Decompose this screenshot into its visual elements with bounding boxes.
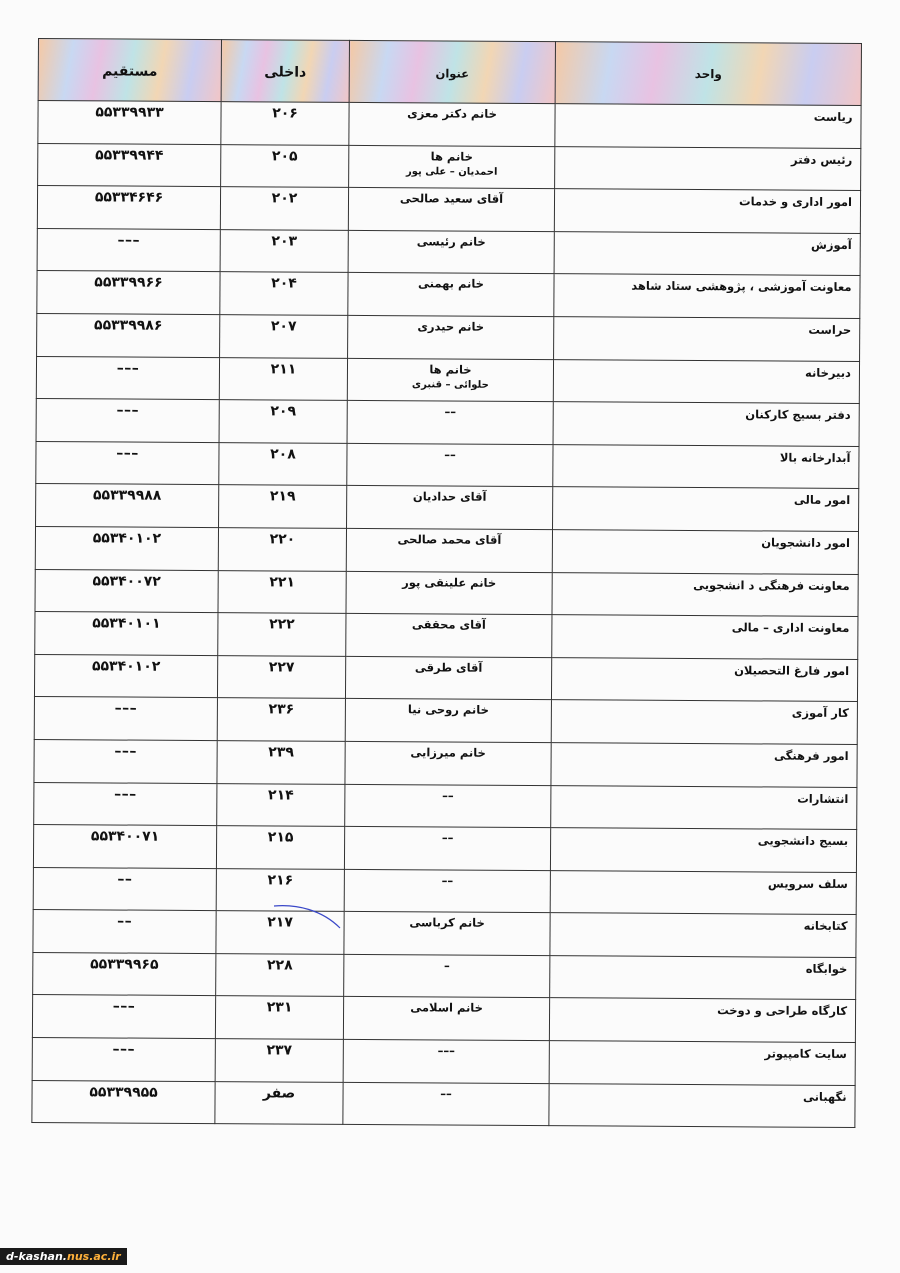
- header-direct: مستقیم: [38, 39, 221, 102]
- title-name: ––: [442, 787, 454, 803]
- title-cell: [346, 614, 552, 658]
- watermark-prefix: d-kashan.: [6, 1250, 67, 1263]
- internal-extension-cell: ۲۱۶: [216, 868, 344, 911]
- title-cell: [348, 230, 554, 274]
- direct-number-cell: ––: [33, 910, 216, 954]
- title-cell: [346, 571, 552, 615]
- title-name: آقای حدادیان: [412, 489, 487, 505]
- unit-name-cell: کتابخانه: [550, 913, 856, 957]
- direct-number-cell: –––: [32, 995, 215, 1039]
- unit-name-cell: سلف سرویس: [550, 870, 856, 914]
- title-name: آقای محمد صالحی: [397, 532, 502, 547]
- table-row: [34, 739, 857, 787]
- table-row: [37, 186, 860, 234]
- title-cell: [347, 401, 553, 445]
- header-internal: داخلی: [221, 40, 349, 103]
- direct-number-cell: ۵۵۳۴۰۱۰۲: [35, 526, 218, 570]
- table-row: [34, 697, 857, 745]
- unit-name-cell: دبیرخانه: [553, 359, 859, 403]
- unit-name-cell: امور مالی: [553, 487, 859, 531]
- table-row: [36, 441, 859, 489]
- table-row: [38, 101, 861, 149]
- table-row: [33, 825, 856, 873]
- title-cell: [345, 699, 551, 743]
- title-cell: [344, 954, 550, 998]
- internal-extension-cell: ۲۳۷: [215, 1039, 343, 1082]
- direct-number-cell: ۵۵۳۳۹۹۸۶: [37, 313, 220, 357]
- internal-extension-cell: ۲۳۶: [217, 698, 345, 741]
- title-cell: [345, 656, 551, 700]
- title-name: ––: [441, 830, 454, 845]
- site-watermark: [0, 1248, 127, 1265]
- internal-extension-cell: ۲۲۲: [218, 613, 346, 656]
- unit-name-cell: دفتر بسیج کارکنان: [553, 402, 859, 446]
- title-cell: [344, 826, 550, 870]
- internal-extension-cell: ۲۳۱: [215, 996, 343, 1039]
- title-cell: [345, 741, 551, 785]
- title-name: ––: [444, 447, 456, 462]
- internal-extension-cell: ۲۰۲: [220, 187, 348, 230]
- phone-directory-sheet: [31, 38, 870, 1143]
- internal-extension-cell: ۲۳۹: [217, 741, 345, 784]
- table-row: [33, 910, 856, 958]
- table-row: [32, 995, 855, 1043]
- title-cell: [343, 997, 549, 1041]
- title-name: ––: [440, 1086, 452, 1101]
- unit-name-cell: حراست: [554, 317, 860, 361]
- unit-name-cell: کارگاه طراحی و دوخت: [549, 998, 855, 1042]
- title-name: ––: [444, 404, 457, 419]
- unit-name-cell: خوابگاه: [550, 956, 856, 1000]
- title-cell: [347, 486, 553, 530]
- title-name: خانم دکتر معزی: [407, 106, 497, 121]
- header-title: عنوان: [349, 40, 555, 103]
- title-subnames: حلوائی – قنبری: [411, 378, 489, 391]
- unit-name-cell: ریاست: [555, 104, 861, 148]
- title-name: خانم میرزایی: [410, 745, 486, 760]
- title-cell: [344, 869, 550, 913]
- table-row: [35, 612, 858, 660]
- title-name: خانم اسلامی: [410, 1000, 483, 1016]
- direct-number-cell: –––: [32, 1038, 215, 1082]
- unit-name-cell: امور اداری و خدمات: [554, 189, 860, 233]
- direct-number-cell: ––: [33, 867, 216, 911]
- unit-name-cell: معاونت اداری – مالی: [552, 615, 858, 659]
- title-cell: [343, 1082, 549, 1126]
- unit-name-cell: امور فارغ التحصیلان: [551, 657, 857, 701]
- title-subnames: احمدیان – علی پور: [405, 165, 498, 178]
- direct-number-cell: –––: [36, 356, 219, 400]
- internal-extension-cell: ۲۱۴: [217, 783, 345, 826]
- internal-extension-cell: ۲۱۱: [219, 357, 347, 400]
- direct-number-cell: ۵۵۳۳۹۹۶۶: [37, 271, 220, 315]
- title-cell: [349, 145, 555, 189]
- title-cell: [345, 784, 551, 828]
- unit-name-cell: امور فرهنگی: [551, 743, 857, 787]
- title-name: خانم حیدری: [417, 319, 485, 334]
- internal-extension-cell: ۲۲۱: [218, 570, 346, 613]
- title-name: ––: [441, 873, 454, 888]
- unit-name-cell: امور دانشجویان: [552, 530, 858, 574]
- direct-number-cell: ۵۵۳۳۹۹۳۳: [38, 101, 221, 145]
- watermark-accent: nus.ac.ir: [67, 1250, 121, 1263]
- direct-number-cell: –––: [36, 441, 219, 485]
- unit-name-cell: سایت کامپیوتر: [549, 1041, 855, 1085]
- internal-extension-cell: ۲۲۰: [218, 528, 346, 571]
- internal-extension-cell: ۲۰۹: [219, 400, 347, 443]
- internal-extension-cell: ۲۰۴: [220, 272, 348, 315]
- table-row: [38, 143, 861, 191]
- internal-extension-cell: ۲۱۵: [216, 826, 344, 869]
- table-row: [33, 867, 856, 915]
- unit-name-cell: کار آموزی: [551, 700, 857, 744]
- title-name: –: [443, 958, 450, 973]
- table-row: [32, 1080, 855, 1128]
- table-row: [35, 526, 858, 574]
- title-cell: [348, 315, 554, 359]
- title-cell: [348, 188, 554, 232]
- direct-number-cell: –––: [34, 697, 217, 741]
- table-row: [37, 228, 860, 276]
- unit-name-cell: معاونت فرهنگی د انشجویی: [552, 572, 858, 616]
- title-cell: [346, 528, 552, 572]
- direct-number-cell: –––: [34, 739, 217, 783]
- unit-name-cell: نگهبانی: [549, 1083, 855, 1127]
- unit-name-cell: آبدارخانه بالا: [553, 444, 859, 488]
- title-name: آقای طرقی: [414, 660, 483, 675]
- table-row: [33, 952, 856, 1000]
- direct-number-cell: –––: [34, 782, 217, 826]
- direct-number-cell: ۵۵۳۴۰۰۷۱: [33, 825, 216, 869]
- title-name: خانم علینقی پور: [402, 574, 497, 590]
- internal-extension-cell: ۲۲۷: [217, 655, 345, 698]
- directory-rows: [32, 101, 861, 1128]
- internal-extension-cell: ۲۰۵: [221, 144, 349, 187]
- table-row: [37, 313, 860, 361]
- internal-extension-cell: ۲۰۸: [219, 442, 347, 485]
- title-name: آقای سعید صالحی: [399, 191, 504, 207]
- unit-name-cell: بسیج دانشجویی: [550, 828, 856, 872]
- direct-number-cell: ۵۵۳۴۰۱۰۱: [35, 612, 218, 656]
- header-row: [38, 39, 861, 106]
- title-name: خانم رئیسی: [416, 234, 486, 249]
- internal-extension-cell: ۲۰۶: [221, 102, 349, 145]
- title-name: –––: [437, 1043, 455, 1058]
- title-name: آقای محققی: [411, 617, 486, 632]
- internal-extension-cell: ۲۱۹: [219, 485, 347, 528]
- table-row: [36, 484, 859, 532]
- title-name: خانم ها: [430, 148, 473, 164]
- title-name: خانم روحی نیا: [407, 702, 489, 718]
- unit-name-cell: آموزش: [554, 231, 860, 275]
- internal-extension-cell: ۲۱۷: [216, 911, 344, 954]
- table-row: [34, 654, 857, 702]
- table-row: [37, 271, 860, 319]
- title-name: خانم ها: [429, 361, 472, 377]
- direct-number-cell: ۵۵۳۳۹۹۴۴: [38, 143, 221, 187]
- internal-extension-cell: ۲۰۳: [220, 229, 348, 272]
- unit-name-cell: رئیس دفتر: [555, 146, 861, 190]
- internal-extension-cell: ۲۰۷: [220, 315, 348, 358]
- table-row: [36, 399, 859, 447]
- phone-directory-table: [31, 38, 862, 1128]
- direct-number-cell: ۵۵۳۳۴۶۴۶: [37, 186, 220, 230]
- title-cell: [344, 912, 550, 956]
- unit-name-cell: انتشارات: [551, 785, 857, 829]
- internal-extension-cell: ۲۲۸: [216, 953, 344, 996]
- title-name: خانم کرباسی: [409, 915, 485, 931]
- direct-number-cell: ۵۵۳۳۹۹۶۵: [33, 952, 216, 996]
- direct-number-cell: –––: [36, 399, 219, 443]
- table-row: [34, 782, 857, 830]
- title-cell: [347, 443, 553, 487]
- header-unit: واحد: [555, 42, 861, 106]
- direct-number-cell: ۵۵۳۳۹۹۵۵: [32, 1080, 215, 1124]
- table-row: [32, 1038, 855, 1086]
- table-row: [35, 569, 858, 617]
- direct-number-cell: ۵۵۳۳۹۹۸۸: [36, 484, 219, 528]
- title-cell: [349, 102, 555, 146]
- direct-number-cell: ۵۵۳۴۰۰۷۲: [35, 569, 218, 613]
- direct-number-cell: –––: [37, 228, 220, 272]
- unit-name-cell: معاونت آموزشی ، پژوهشی ستاد شاهد: [554, 274, 860, 318]
- title-cell: [343, 1039, 549, 1083]
- direct-number-cell: ۵۵۳۴۰۱۰۲: [34, 654, 217, 698]
- internal-extension-cell: صفر: [215, 1081, 343, 1124]
- table-row: [36, 356, 859, 404]
- title-cell: [348, 273, 554, 317]
- title-cell: [347, 358, 553, 402]
- title-name: خانم بهمنی: [418, 276, 485, 292]
- pen-stroke-mark: [272, 902, 342, 930]
